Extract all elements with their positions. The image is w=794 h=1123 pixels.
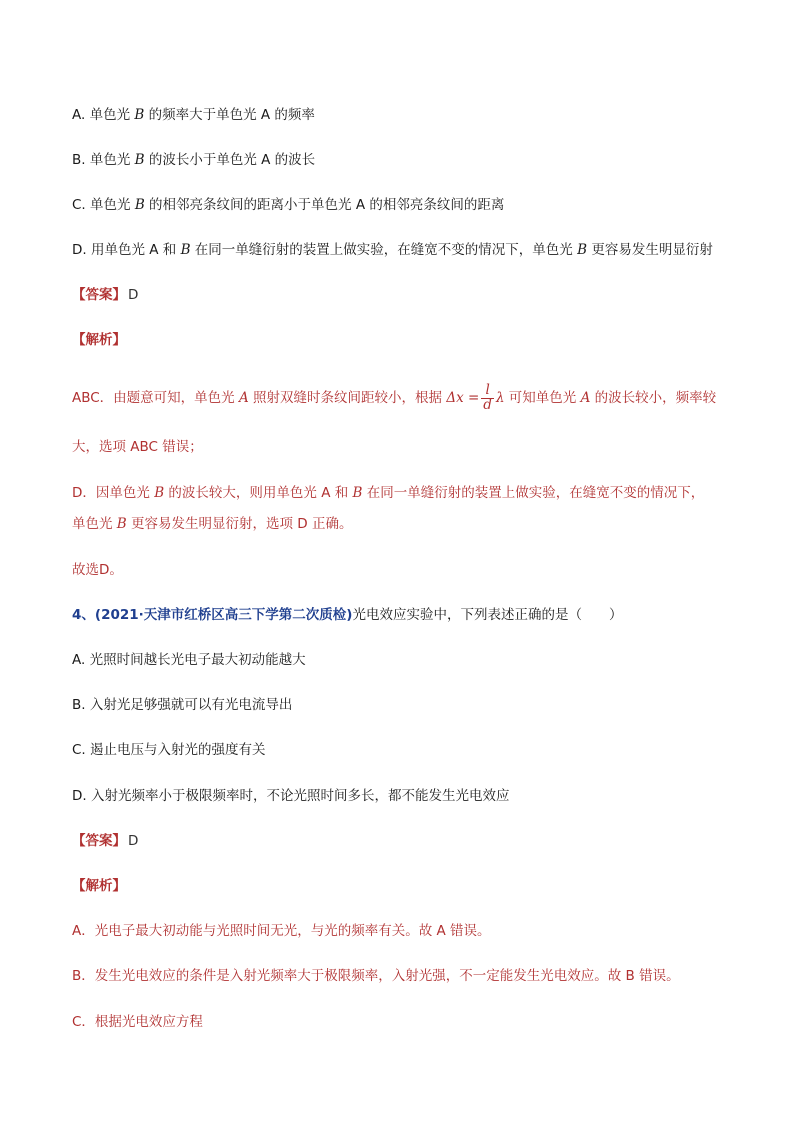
q4-analysis-heading	[72, 874, 126, 894]
q3-option-c-prefix: C. 单色光	[72, 197, 135, 213]
q3-option-c-var: B	[134, 197, 145, 213]
q4-explanation-b: B．发生光电效应的条件是入射光频率大于极限频率，入射光强，不一定能发生光电效应。故 B 错误。	[72, 968, 680, 984]
q3-explanation-line1	[72, 384, 716, 412]
q3-option-d-prefix: D. 用单色光 A 和	[72, 242, 181, 258]
formula-lambda: λ	[495, 390, 505, 406]
q3-conclusion: 故选D。	[72, 562, 123, 578]
q3-option-c-text: 的相邻亮条纹间的距离小于单色光 A 的相邻亮条纹间的距离	[144, 197, 505, 213]
q3-option-d-text: 在同一单缝衍射的装置上做实验，在缝宽不变的情况下，单色光	[190, 242, 578, 258]
q3-exp2-var2: B	[352, 485, 363, 501]
q3-explanation-line4	[72, 512, 353, 532]
q4-number: 4、	[72, 607, 95, 623]
q3-answer-value: D	[128, 287, 139, 303]
q3-explanation-line3	[72, 481, 704, 501]
q3-exp1-var1: A	[238, 390, 249, 406]
formula-delta-x: Δx =	[446, 390, 480, 406]
q3-exp1-var2: A	[580, 390, 591, 406]
q3-exp1-text2: 可知单色光	[504, 390, 581, 406]
q3-answer	[72, 283, 138, 303]
q4-option-c: C. 遏止电压与入射光的强度有关	[72, 742, 266, 758]
q3-analysis-label: 【解析】	[72, 332, 126, 348]
q3-exp2-prefix: D．因单色光	[72, 485, 155, 501]
q4-stem	[72, 603, 622, 623]
q3-option-b-var: B	[134, 152, 145, 168]
q3-exp2-suffix: 在同一单缝衍射的装置上做实验，在缝宽不变的情况下，	[362, 485, 705, 501]
q3-exp2-text: 的波长较大，则用单色光 A 和	[164, 485, 353, 501]
q4-explanation-c: C．根据光电效应方程	[72, 1014, 203, 1030]
q3-option-a-var: B	[134, 107, 145, 123]
q3-exp1-suffix: 的波长较小，频率较	[590, 390, 717, 406]
q4-answer-value: D	[128, 833, 139, 849]
q4-stem-text: 光电效应实验中，下列表述正确的是（ ）	[352, 607, 623, 623]
q3-answer-label: 【答案】	[72, 287, 126, 303]
formula-fraction	[481, 384, 494, 412]
q4-option-b: B. 入射光足够强就可以有光电流导出	[72, 697, 293, 713]
q3-analysis-heading	[72, 328, 126, 348]
q3-exp2-var1: B	[154, 485, 165, 501]
q3-exp1-prefix: ABC．由题意可知，单色光	[72, 390, 239, 406]
q3-explanation-line2: 大，选项 ABC 错误；	[72, 439, 203, 455]
q3-option-a-text: 的频率大于单色光 A 的频率	[144, 107, 315, 123]
q3-exp2b-var: B	[116, 516, 127, 532]
fraction-denominator: d	[483, 396, 492, 413]
q3-option-b-prefix: B. 单色光	[72, 152, 135, 168]
q4-answer-label: 【答案】	[72, 833, 126, 849]
q3-option-b	[72, 148, 315, 168]
q3-option-b-text: 的波长小于单色光 A 的波长	[144, 152, 316, 168]
q3-option-d-var2: B	[577, 242, 588, 258]
q3-exp1-text: 照射双缝时条纹间距较小，根据	[248, 390, 447, 406]
q3-option-d-var1: B	[180, 242, 191, 258]
q4-source: (2021·天津市红桥区高三下学第二次质检)	[94, 607, 353, 623]
fraction-numerator: l	[481, 384, 494, 399]
q4-option-d: D. 入射光频率小于极限频率时，不论光照时间多长，都不能发生光电效应	[72, 788, 510, 804]
q3-exp2b-prefix: 单色光	[72, 516, 117, 532]
q4-answer	[72, 829, 138, 849]
q3-option-a	[72, 103, 315, 123]
q4-analysis-label: 【解析】	[72, 878, 126, 894]
q3-option-d	[72, 238, 713, 258]
q4-explanation-a: A．光电子最大初动能与光照时间无光，与光的频率有关。故 A 错误。	[72, 923, 491, 939]
q3-option-d-suffix: 更容易发生明显衍射	[587, 242, 713, 258]
q3-exp2b-text: 更容易发生明显衍射，选项 D 正确。	[126, 516, 353, 532]
q3-option-a-prefix: A. 单色光	[72, 107, 135, 123]
q3-option-c	[72, 193, 504, 213]
q4-option-a: A. 光照时间越长光电子最大初动能越大	[72, 652, 306, 668]
